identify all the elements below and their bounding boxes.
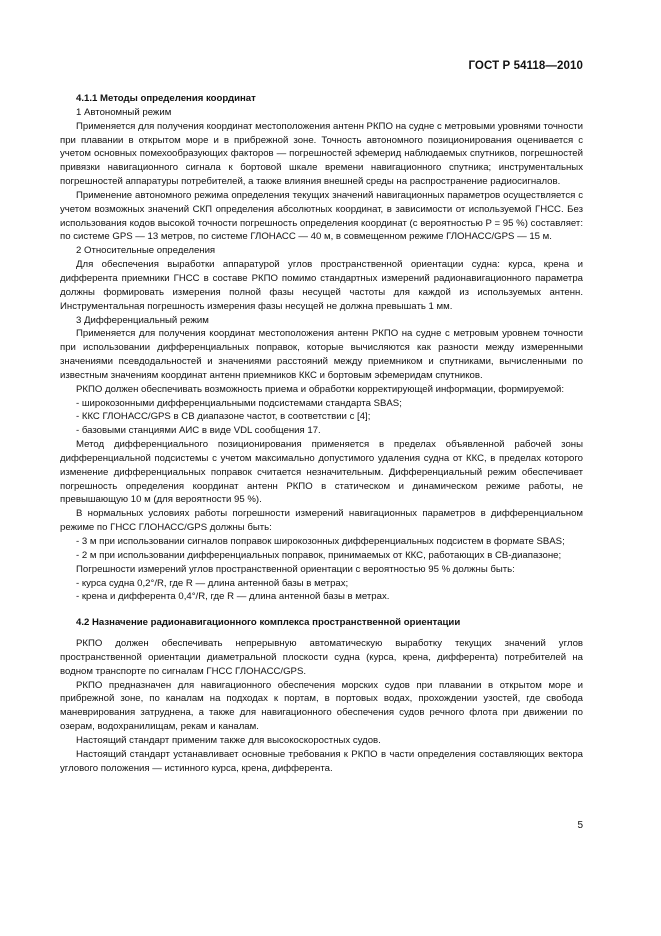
paragraph: В нормальных условиях работы погрешности измерений навигационных параметров в дифференциальном режиме по ГНСС ГЛОНАСС/GPS должны быть: [60, 508, 583, 534]
list-item: - крена и дифферента 0,4°/R, где R — длина антенной базы в метрах. [76, 591, 390, 603]
standard-header: ГОСТ Р 54118—2010 [468, 60, 583, 72]
paragraph: Настоящий стандарт устанавливает основные требования к РКПО в части определения составляющих вектора углового положения — истинного курса, крена, дифферента. [60, 748, 583, 774]
paragraph: Настоящий стандарт применим также для высокоскоростных судов. [76, 734, 381, 746]
document-body [60, 92, 583, 776]
subheading-autonomous-mode: 1 Автономный режим [76, 106, 172, 118]
subheading-differential-mode: 3 Дифференциальный режим [76, 314, 209, 326]
list-item: - базовыми станциями АИС в виде VDL сообщения 17. [76, 425, 321, 437]
paragraph: Погрешности измерений углов пространственной ориентации с вероятностью 95 % должны быть: [76, 563, 515, 575]
paragraph: РКПО должен обеспечивать возможность приема и обработки корректирующей информации, формируемой: [76, 383, 565, 395]
list-item: - ККС ГЛОНАСС/GPS в СВ диапазоне частот, в соответствии с [4]; [76, 411, 371, 423]
list-item: - 3 м при использовании сигналов поправок широкозонных дифференциальных подсистем в формате SBAS; [76, 536, 565, 547]
paragraph: Применяется для получения координат местоположения антенн РКПО на судне с метровыми уровнями точности при плавании в открытом море и в прибрежной зоне. Точность автономного позиционирования оценивается с учетом основных помехообразующих факторов — погрешностей эфемерид наблюдаемых спутников, погрешностей привязки навигационного сигнала к бортовой шкале времени навигационного спутника; инструментальных погрешностей аппаратуры потребителей, а также влияния внешней среды на распространение радиосигналов. [60, 120, 583, 188]
paragraph: Для обеспечения выработки аппаратурой углов пространственной ориентации судна: курса, крена и дифферента приемники ГНСС в составе РКПО помимо стандартных измерений радионавигационного параметра должны формировать измерения полной фазы несущей частоты для каждой из используемых антенн. Инструментальная погрешность измерения фазы несущей не должна превышать 1 мм. [60, 259, 583, 312]
page-number: 5 [577, 820, 583, 831]
paragraph: Применение автономного режима определения текущих значений навигационных параметров осуществляется с учетом возможных значений СКП определения абсолютных координат, в зависимости от используемой ГНСС. Без использования кодов высокой точности погрешность определения координат (с вероятностью P = 95 %) составляет: по системе GPS — 13 метров, по системе ГЛОНАСС — 40 м, в совмещенном режиме ГЛОНАСС/GPS — 15 м. [60, 189, 583, 243]
section-heading-4-1-1: 4.1.1 Методы определения координат [76, 93, 256, 104]
list-item: - курса судна 0,2°/R, где R — длина антенной базы в метрах; [76, 577, 349, 589]
paragraph: Применяется для получения координат местоположения антенн РКПО на судне с метровым уровнем точности при использовании дифференциальных поправок, которые вычисляются как разности между измеренными значениями псевдодальностей и значениями расстояний между приемником и спутниками, вычисленными по известным значениям координат антенн приемников ККС и бортовым эфемеридам спутников. [60, 328, 583, 381]
list-item: - широкозонными дифференциальными подсистемами стандарта SBAS; [76, 397, 402, 409]
subheading-relative-determinations: 2 Относительные определения [76, 245, 216, 257]
paragraph: Метод дифференциального позиционирования применяется в пределах объявленной рабочей зоны дифференциальной подсистемы с учетом максимально допустимого удаления судна от ККС, в пределах которого изменение дифференциальных поправок считается незначительным. Дифференциальный режим обеспечивает погрешность определения координат антенн РКПО в статическом и динамическом режиме работы, не превышающую 10 м (для вероятности 95 %). [60, 439, 583, 506]
paragraph: РКПО должен обеспечивать непрерывную автоматическую выработку текущих значений углов пространственной ориентации диаметральной плоскости судна (курса, крена, дифферента) потребителей на водном транспорте по сигналам ГНСС ГЛОНАСС/GPS. [60, 638, 583, 677]
paragraph: РКПО предназначен для навигационного обеспечения морских судов при плавании в открытом море и прибрежной зоне, по каналам на подходах к портам, в портовых водах, прохождении узостей, где свобода маневрирования затруднена, а также для навигационного обеспечения судов речного флота при движении по озерам, водохранилищам, рекам и каналам. [60, 679, 583, 733]
list-item: - 2 м при использовании дифференциальных поправок, принимаемых от ККС, работающих в CB-диапазоне; [76, 549, 562, 561]
section-heading-4-2: 4.2 Назначение радионавигационного комплекса пространственной ориентации [76, 617, 461, 629]
